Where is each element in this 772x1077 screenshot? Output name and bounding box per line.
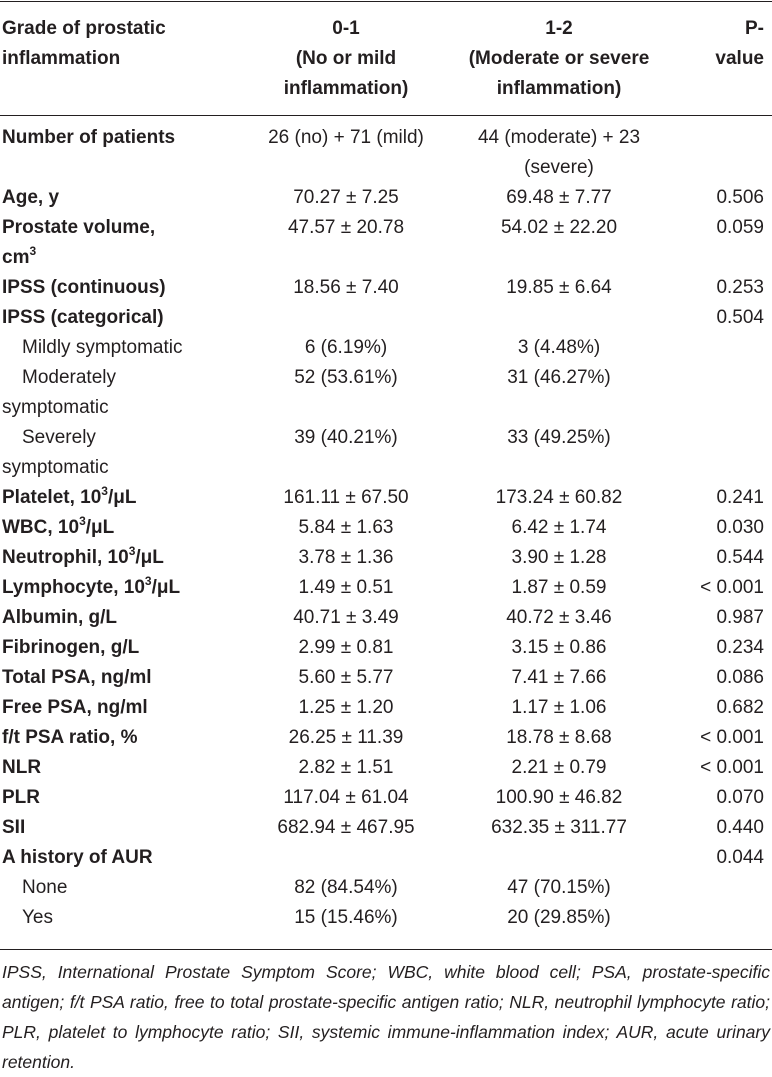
row-label-part: Fibrinogen, g/L — [2, 637, 140, 658]
header-group-1-2-line2: (Moderate or severe — [468, 48, 650, 69]
table-row — [0, 813, 772, 843]
table-row — [0, 783, 772, 813]
value-text: 70.27 ± 7.25 — [293, 187, 399, 208]
value-group-1-2 — [446, 183, 672, 213]
table-row — [0, 903, 772, 933]
row-label-part: cm — [2, 247, 30, 268]
p-value: 0.030 — [716, 517, 764, 538]
row-label — [0, 753, 246, 783]
value-text: 40.72 ± 3.46 — [506, 607, 612, 628]
table-row — [0, 543, 772, 573]
p-value — [672, 903, 772, 933]
value-group-0-1 — [246, 423, 446, 483]
p-value: 0.241 — [716, 487, 764, 508]
table-row — [0, 423, 772, 483]
table-row — [0, 109, 772, 183]
p-value: 0.987 — [716, 607, 764, 628]
value-group-1-2 — [446, 333, 672, 363]
p-value: 0.059 — [716, 217, 764, 238]
header-grade-line1: Grade of prostatic — [2, 18, 166, 39]
table-footnote: IPSS, International Prostate Symptom Score; WBC, white blood cell; PSA, prostate-specific antigen; f/t PSA ratio, free to total prostate-specific antigen ratio; NLR, neutrophil lymphocyte ratio; PLR, platelet to lymphocyte ratio; SII, systemic immune-inflammation index; AUR, acute urinary retention. — [2, 962, 770, 1072]
p-value — [672, 423, 772, 483]
row-label-part: IPSS (categorical) — [2, 307, 164, 328]
row-label-part: Lymphocyte, 10 — [2, 577, 145, 598]
value-text: 2.82 ± 1.51 — [298, 757, 394, 778]
header-group-0-1-line3: inflammation) — [283, 78, 409, 99]
value-text: 682.94 ± 467.95 — [277, 817, 415, 838]
table-row — [0, 483, 772, 513]
row-label — [0, 693, 246, 723]
value-text: 26 (no) + 71 (mild) — [268, 127, 424, 148]
table-row — [0, 273, 772, 303]
header-group-1-2 — [446, 0, 672, 109]
value-group-1-2 — [446, 109, 672, 183]
header-grade — [0, 0, 246, 109]
table-body — [0, 109, 772, 933]
row-label-part: Yes — [22, 907, 53, 928]
value-text: 1.17 ± 1.06 — [511, 697, 607, 718]
p-value: 0.234 — [716, 637, 764, 658]
table-row — [0, 603, 772, 633]
row-label — [0, 303, 246, 333]
value-text: 47 (70.15%) — [507, 877, 611, 898]
value-group-0-1 — [246, 363, 446, 423]
row-label-part: Number of patients — [2, 127, 176, 148]
value-text: 5.60 ± 5.77 — [298, 667, 394, 688]
row-label — [0, 633, 246, 663]
row-label-part: PLR — [2, 787, 40, 808]
row-label — [0, 513, 246, 543]
value-group-0-1 — [246, 873, 446, 903]
value-group-1-2 — [446, 873, 672, 903]
value-group-1-2 — [446, 783, 672, 813]
value-text: 1.87 ± 0.59 — [511, 577, 607, 598]
p-value: 0.044 — [716, 847, 764, 868]
p-value: 0.544 — [716, 547, 764, 568]
value-group-0-1 — [246, 273, 446, 303]
value-text: 2.99 ± 0.81 — [298, 637, 394, 658]
p-value: < 0.001 — [700, 727, 764, 748]
header-p-value-line1: P- — [745, 18, 764, 39]
value-group-0-1 — [246, 213, 446, 273]
value-text: 54.02 ± 22.20 — [500, 217, 618, 238]
row-label-superscript: 3 — [144, 573, 152, 588]
bottom-rule — [0, 949, 772, 950]
row-label-part: Free PSA, ng/ml — [2, 697, 148, 718]
row-label-part: NLR — [2, 757, 42, 778]
value-text: 31 (46.27%) — [507, 367, 611, 388]
table-row — [0, 873, 772, 903]
row-label-part: symptomatic — [2, 457, 109, 478]
value-group-1-2 — [446, 663, 672, 693]
value-group-1-2 — [446, 573, 672, 603]
row-label — [0, 109, 246, 183]
p-value: < 0.001 — [700, 577, 764, 598]
value-group-1-2 — [446, 213, 672, 273]
p-value — [672, 873, 772, 903]
value-text: 39 (40.21%) — [294, 427, 398, 448]
value-text: 3.90 ± 1.28 — [511, 547, 607, 568]
value-text: 47.57 ± 20.78 — [287, 217, 405, 238]
value-text: 44 (moderate) + 23 — [477, 127, 641, 148]
row-label — [0, 483, 246, 513]
p-value: < 0.001 — [700, 757, 764, 778]
row-label-part: /μL — [135, 547, 164, 568]
value-text: 3.15 ± 0.86 — [511, 637, 607, 658]
table-row — [0, 363, 772, 423]
row-label — [0, 543, 246, 573]
row-label-superscript: 3 — [128, 543, 136, 558]
value-group-0-1 — [246, 633, 446, 663]
p-value: 0.506 — [716, 187, 764, 208]
row-label — [0, 843, 246, 873]
p-value: 0.086 — [716, 667, 764, 688]
value-text: 173.24 ± 60.82 — [495, 487, 623, 508]
value-group-0-1 — [246, 663, 446, 693]
value-group-0-1 — [246, 543, 446, 573]
row-label-part: Albumin, g/L — [2, 607, 118, 628]
value-group-0-1 — [246, 333, 446, 363]
value-group-1-2 — [446, 303, 672, 333]
row-label — [0, 813, 246, 843]
value-text: (severe) — [524, 157, 594, 178]
value-group-1-2 — [446, 483, 672, 513]
value-text: 632.35 ± 311.77 — [491, 817, 627, 838]
value-group-1-2 — [446, 273, 672, 303]
value-text: 3.78 ± 1.36 — [298, 547, 394, 568]
row-label — [0, 363, 246, 423]
p-value — [672, 333, 772, 363]
value-group-1-2 — [446, 753, 672, 783]
row-label-part: /μL — [151, 577, 181, 598]
p-value: 0.440 — [716, 817, 764, 838]
value-text: 52 (53.61%) — [294, 367, 398, 388]
table-row — [0, 663, 772, 693]
value-group-1-2 — [446, 543, 672, 573]
value-group-0-1 — [246, 573, 446, 603]
p-value — [672, 363, 772, 423]
row-label — [0, 183, 246, 213]
value-text: 82 (84.54%) — [294, 877, 398, 898]
p-value: 0.253 — [716, 277, 764, 298]
row-label — [0, 423, 246, 483]
value-group-0-1 — [246, 753, 446, 783]
row-label-superscript: 3 — [79, 513, 86, 528]
header-group-0-1-line1: 0-1 — [332, 18, 360, 39]
table-row — [0, 633, 772, 663]
row-label-part: Prostate volume, — [2, 217, 156, 238]
row-label-part: Neutrophil, 10 — [2, 547, 129, 568]
value-text: 2.21 ± 0.79 — [511, 757, 607, 778]
row-label-part: WBC, 10 — [2, 517, 80, 538]
value-text: 161.11 ± 67.50 — [283, 487, 409, 508]
row-label — [0, 603, 246, 633]
value-group-1-2 — [446, 843, 672, 873]
row-label-part: Severely — [22, 427, 96, 448]
table-row — [0, 303, 772, 333]
value-group-0-1 — [246, 303, 446, 333]
table-row — [0, 753, 772, 783]
row-label — [0, 903, 246, 933]
value-text: 40.71 ± 3.49 — [293, 607, 399, 628]
value-group-1-2 — [446, 423, 672, 483]
value-text: 26.25 ± 11.39 — [288, 727, 404, 748]
value-text: 117.04 ± 61.04 — [283, 787, 409, 808]
value-group-0-1 — [246, 903, 446, 933]
value-text: 6 (6.19%) — [304, 337, 388, 358]
table-row — [0, 693, 772, 723]
value-group-0-1 — [246, 183, 446, 213]
value-group-1-2 — [446, 903, 672, 933]
header-grade-line2: inflammation — [2, 48, 121, 69]
value-group-0-1 — [246, 109, 446, 183]
value-text: 33 (49.25%) — [507, 427, 611, 448]
value-text: 19.85 ± 6.64 — [506, 277, 612, 298]
row-label — [0, 723, 246, 753]
value-text: 6.42 ± 1.74 — [511, 517, 607, 538]
table-row — [0, 573, 772, 603]
row-label — [0, 273, 246, 303]
table-row — [0, 333, 772, 363]
p-value: 0.070 — [716, 787, 764, 808]
header-group-0-1-line2: (No or mild — [295, 48, 397, 69]
table-row — [0, 183, 772, 213]
value-group-1-2 — [446, 363, 672, 423]
value-text: 1.25 ± 1.20 — [298, 697, 394, 718]
row-label-part: A history of AUR — [2, 847, 153, 868]
row-label-part: Mildly symptomatic — [22, 337, 183, 358]
value-group-0-1 — [246, 513, 446, 543]
row-label-part: Total PSA, ng/ml — [2, 667, 152, 688]
value-group-1-2 — [446, 513, 672, 543]
value-text: 18.78 ± 8.68 — [506, 727, 612, 748]
value-text: 15 (15.46%) — [294, 907, 398, 928]
value-text: 7.41 ± 7.66 — [511, 667, 607, 688]
value-group-0-1 — [246, 723, 446, 753]
row-label-superscript: 3 — [101, 483, 108, 498]
value-group-1-2 — [446, 693, 672, 723]
p-value: 0.504 — [716, 307, 764, 328]
row-label-part: /μL — [107, 487, 137, 508]
row-label-superscript: 3 — [29, 243, 37, 258]
row-label-part: None — [22, 877, 68, 898]
value-group-0-1 — [246, 813, 446, 843]
value-text: 69.48 ± 7.77 — [506, 187, 612, 208]
row-label-part: symptomatic — [2, 397, 109, 418]
value-text: 20 (29.85%) — [507, 907, 611, 928]
header-p-value — [672, 0, 772, 109]
row-label — [0, 663, 246, 693]
value-group-0-1 — [246, 603, 446, 633]
value-group-1-2 — [446, 813, 672, 843]
header-group-1-2-line3: inflammation) — [496, 78, 622, 99]
row-label-part: /μL — [85, 517, 115, 538]
row-label — [0, 573, 246, 603]
p-value — [672, 109, 772, 183]
table-row — [0, 723, 772, 753]
row-label-part: IPSS (continuous) — [2, 277, 166, 298]
value-text: 18.56 ± 7.40 — [293, 277, 399, 298]
row-label — [0, 783, 246, 813]
p-value: 0.682 — [716, 697, 764, 718]
row-label — [0, 213, 246, 273]
value-text: 100.90 ± 46.82 — [495, 787, 623, 808]
value-text: 5.84 ± 1.63 — [298, 517, 394, 538]
row-label — [0, 333, 246, 363]
row-label-part: Age, y — [2, 187, 60, 208]
row-label-part: Moderately — [22, 367, 116, 388]
value-group-1-2 — [446, 723, 672, 753]
row-label-part: Platelet, 10 — [2, 487, 102, 508]
row-label — [0, 873, 246, 903]
table-row — [0, 513, 772, 543]
table-row — [0, 843, 772, 873]
row-label-part: SII — [2, 817, 26, 838]
header-p-value-line2: value — [715, 48, 764, 69]
row-label-part: f/t PSA ratio, % — [2, 727, 138, 748]
value-group-0-1 — [246, 483, 446, 513]
value-group-1-2 — [446, 603, 672, 633]
table-header — [0, 0, 772, 109]
table-row — [0, 213, 772, 273]
header-group-0-1 — [246, 0, 446, 109]
value-group-0-1 — [246, 693, 446, 723]
value-text: 1.49 ± 0.51 — [298, 577, 394, 598]
value-group-0-1 — [246, 783, 446, 813]
value-group-1-2 — [446, 633, 672, 663]
header-row — [0, 0, 772, 109]
header-group-1-2-line1: 1-2 — [545, 18, 573, 39]
value-text: 3 (4.48%) — [517, 337, 601, 358]
value-group-0-1 — [246, 843, 446, 873]
